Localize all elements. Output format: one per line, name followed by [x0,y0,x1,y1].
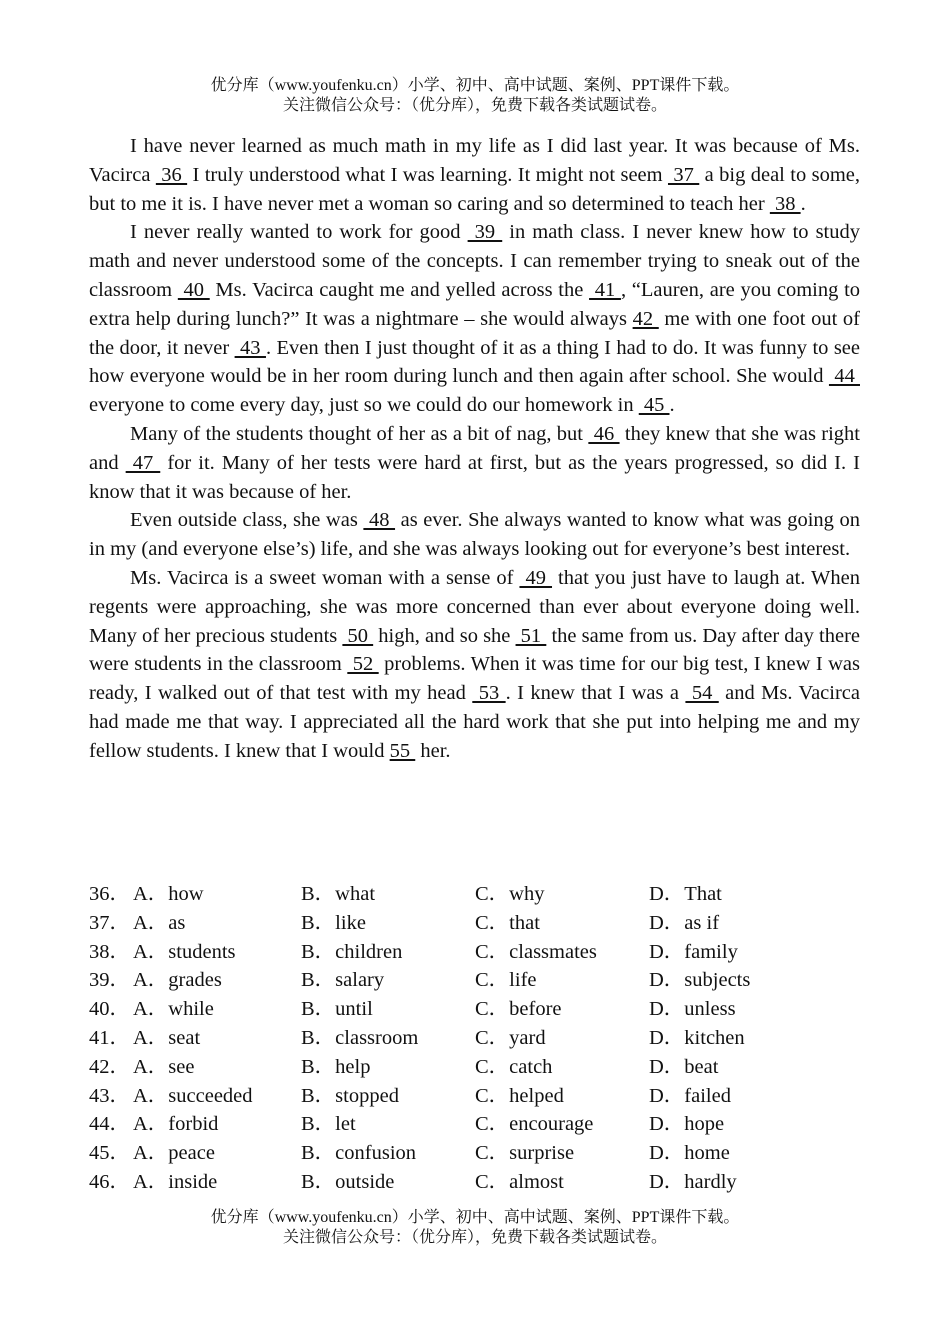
option-d: D．kitchen [649,1026,745,1049]
passage-segment: everyone to come every day, just so we could do our homework in [89,394,639,417]
option-b: B．confusion [301,1142,417,1165]
footer-line-2: 关注微信公众号：（优分库），免费下载各类试题试卷。 [282,1229,667,1246]
blank-number: 50 [342,624,374,647]
passage-segment: the same from us. Day after day there were students in the classroom [89,624,860,676]
option-c: C．before [475,998,562,1021]
blank-number: 42 [632,307,659,330]
option-d: D．subjects [649,969,751,992]
option-a: A．how [133,883,204,905]
option-row [89,1024,860,1053]
question-number: 39． [89,969,130,992]
question-number: 45． [89,1142,130,1165]
option-d: D．as if [649,911,720,934]
option-c: C．why [475,883,545,905]
option-d: D．hardly [649,1170,737,1193]
passage-segment: for it. Many of her tests were hard at first, but as the years progressed, so did I. I know that it was because of her. [89,451,861,503]
passage-segment: and Ms. Vacirca had made me that way. I appreciated all the hard work that she put into helping me and my fellow students. I knew that I would [89,682,860,762]
page-header [0,76,950,116]
option-c: C．that [475,911,540,934]
blank-number: 38 [769,192,801,215]
question-number: 43． [89,1084,130,1107]
option-b: B．outside [301,1170,395,1193]
option-b: B．classroom [301,1026,419,1049]
option-d: D．beat [649,1055,719,1078]
passage-paragraph [89,132,860,218]
passage-segment: , “Lauren, are you coming to extra help during lunch?” It was a nightmare – she would always [89,278,861,330]
blank-number: 53 [472,682,506,705]
passage-segment: high, and so she [373,624,516,647]
blank-number: 48 [363,509,396,532]
option-row [89,995,860,1024]
blank-number: 39 [467,221,503,244]
option-row [89,938,860,967]
passage-segment: Even outside class, she was [130,509,364,532]
option-b: B．like [301,911,366,934]
blank-number: 54 [685,682,719,705]
passage-segment: me with one foot out of the door, it never [89,307,861,359]
passage-segment: I never really wanted to work for good [130,221,468,244]
option-a: A．forbid [133,1113,219,1136]
header-line-2: 关注微信公众号：（优分库），免费下载各类试题试卷。 [282,97,667,114]
option-c: C．classmates [475,940,597,963]
passage-paragraph [89,420,860,506]
question-number: 42． [89,1055,130,1078]
blank-number: 45 [638,394,670,417]
passage-segment: . Even then I just thought of it as a thing I had to do. It was funny to see how everyone would be in her room during lunch and then again after school. She would [89,336,861,388]
option-a: A．seat [133,1026,201,1049]
passage-segment: I have never learned as much math in my life as I did last year. It was because of Ms. Vacirca [89,135,860,186]
option-c: C．surprise [475,1142,575,1165]
footer-line-1: 优分库（www.youfenku.cn）小学、初中、高中试题、案例、PPT课件下载。 [210,1209,740,1226]
option-b: B．children [301,940,403,963]
passage-segment: . [669,394,675,417]
option-row [89,1139,860,1168]
passage-segment: they knew that she was right and [89,422,861,474]
option-row [89,1082,860,1111]
blank-number: 36 [155,163,188,186]
option-a: A．grades [133,969,222,992]
option-c: C．helped [475,1084,564,1107]
option-a: A．students [133,940,236,963]
passage-text [89,132,860,766]
option-d: D．That [649,883,722,905]
blank-number: 44 [828,365,860,388]
blank-number: 49 [519,566,553,589]
option-b: B．stopped [301,1084,399,1107]
passage-segment: Ms. Vacirca is a sweet woman with a sense of [130,566,520,589]
option-b: B．help [301,1055,371,1078]
blank-number: 46 [588,422,620,445]
option-a: A．see [133,1055,195,1078]
blank-number: 47 [125,451,161,474]
question-number: 36． [89,883,130,905]
option-row [89,1053,860,1082]
option-b: B．what [301,883,376,905]
passage-paragraph [89,506,860,564]
passage-segment: problems. When it was time for our big test, I knew I was ready, I walked out of that test with my head [89,653,860,705]
question-number: 46． [89,1170,130,1193]
answer-options [89,880,860,1197]
question-number: 41． [89,1026,130,1049]
passage-segment: Many of the students thought of her as a bit of nag, but [130,422,589,445]
option-row [89,880,860,909]
option-a: A．inside [133,1170,218,1193]
option-a: A．as [133,911,186,934]
question-number: 44． [89,1113,130,1136]
passage-segment: as ever. She always wanted to know what was going on in my (and everyone else’s) life, and she was always looking out for everyone’s best interest. [89,509,860,561]
option-b: B．until [301,998,373,1021]
question-number: 37． [89,911,130,934]
option-a: A．peace [133,1142,215,1165]
passage-segment: in math class. I never knew how to study math and never understood some of the concepts. I can remember trying to sneak out of the classroom [89,221,861,301]
passage-segment: . [800,192,806,215]
option-d: D．family [649,940,738,963]
page-footer [0,1208,950,1248]
option-row [89,1168,860,1197]
option-c: C．yard [475,1026,546,1049]
blank-number: 40 [177,278,210,301]
option-a: A．succeeded [133,1084,253,1107]
blank-number: 41 [589,278,621,301]
option-c: C．catch [475,1055,553,1078]
passage-segment: that you just have to laugh at. When regents were approaching, she was more concerned than ever about everyone doing well. Many of her precious students [89,566,860,647]
blank-number: 43 [234,336,266,359]
option-d: D．home [649,1142,730,1165]
passage-segment: a big deal to some, but to me it is. I have never met a woman so caring and so determined to teach her [89,163,860,215]
option-d: D．hope [649,1113,725,1136]
blank-number: 37 [667,163,700,186]
question-number: 40． [89,998,130,1021]
passage-paragraph [89,564,860,766]
option-c: C．encourage [475,1113,594,1136]
passage-segment: her. [415,739,451,762]
option-d: D．unless [649,998,736,1021]
option-row [89,909,860,938]
passage-segment: I truly understood what I was learning. It might not seem [187,163,668,186]
option-c: C．almost [475,1170,564,1193]
option-b: B．salary [301,969,385,992]
passage-segment: . I knew that I was a [505,682,686,705]
header-line-1: 优分库（www.youfenku.cn）小学、初中、高中试题、案例、PPT课件下载。 [210,77,740,94]
option-d: D．failed [649,1084,731,1107]
passage-paragraph [89,218,860,420]
option-c: C．life [475,969,537,992]
passage-segment: Ms. Vacirca caught me and yelled across the [209,278,590,301]
option-a: A．while [133,998,214,1021]
blank-number: 55 [389,739,416,762]
blank-number: 52 [347,653,379,676]
blank-number: 51 [515,624,547,647]
option-b: B．let [301,1113,356,1136]
question-number: 38． [89,940,130,963]
option-row [89,1110,860,1139]
option-row [89,966,860,995]
